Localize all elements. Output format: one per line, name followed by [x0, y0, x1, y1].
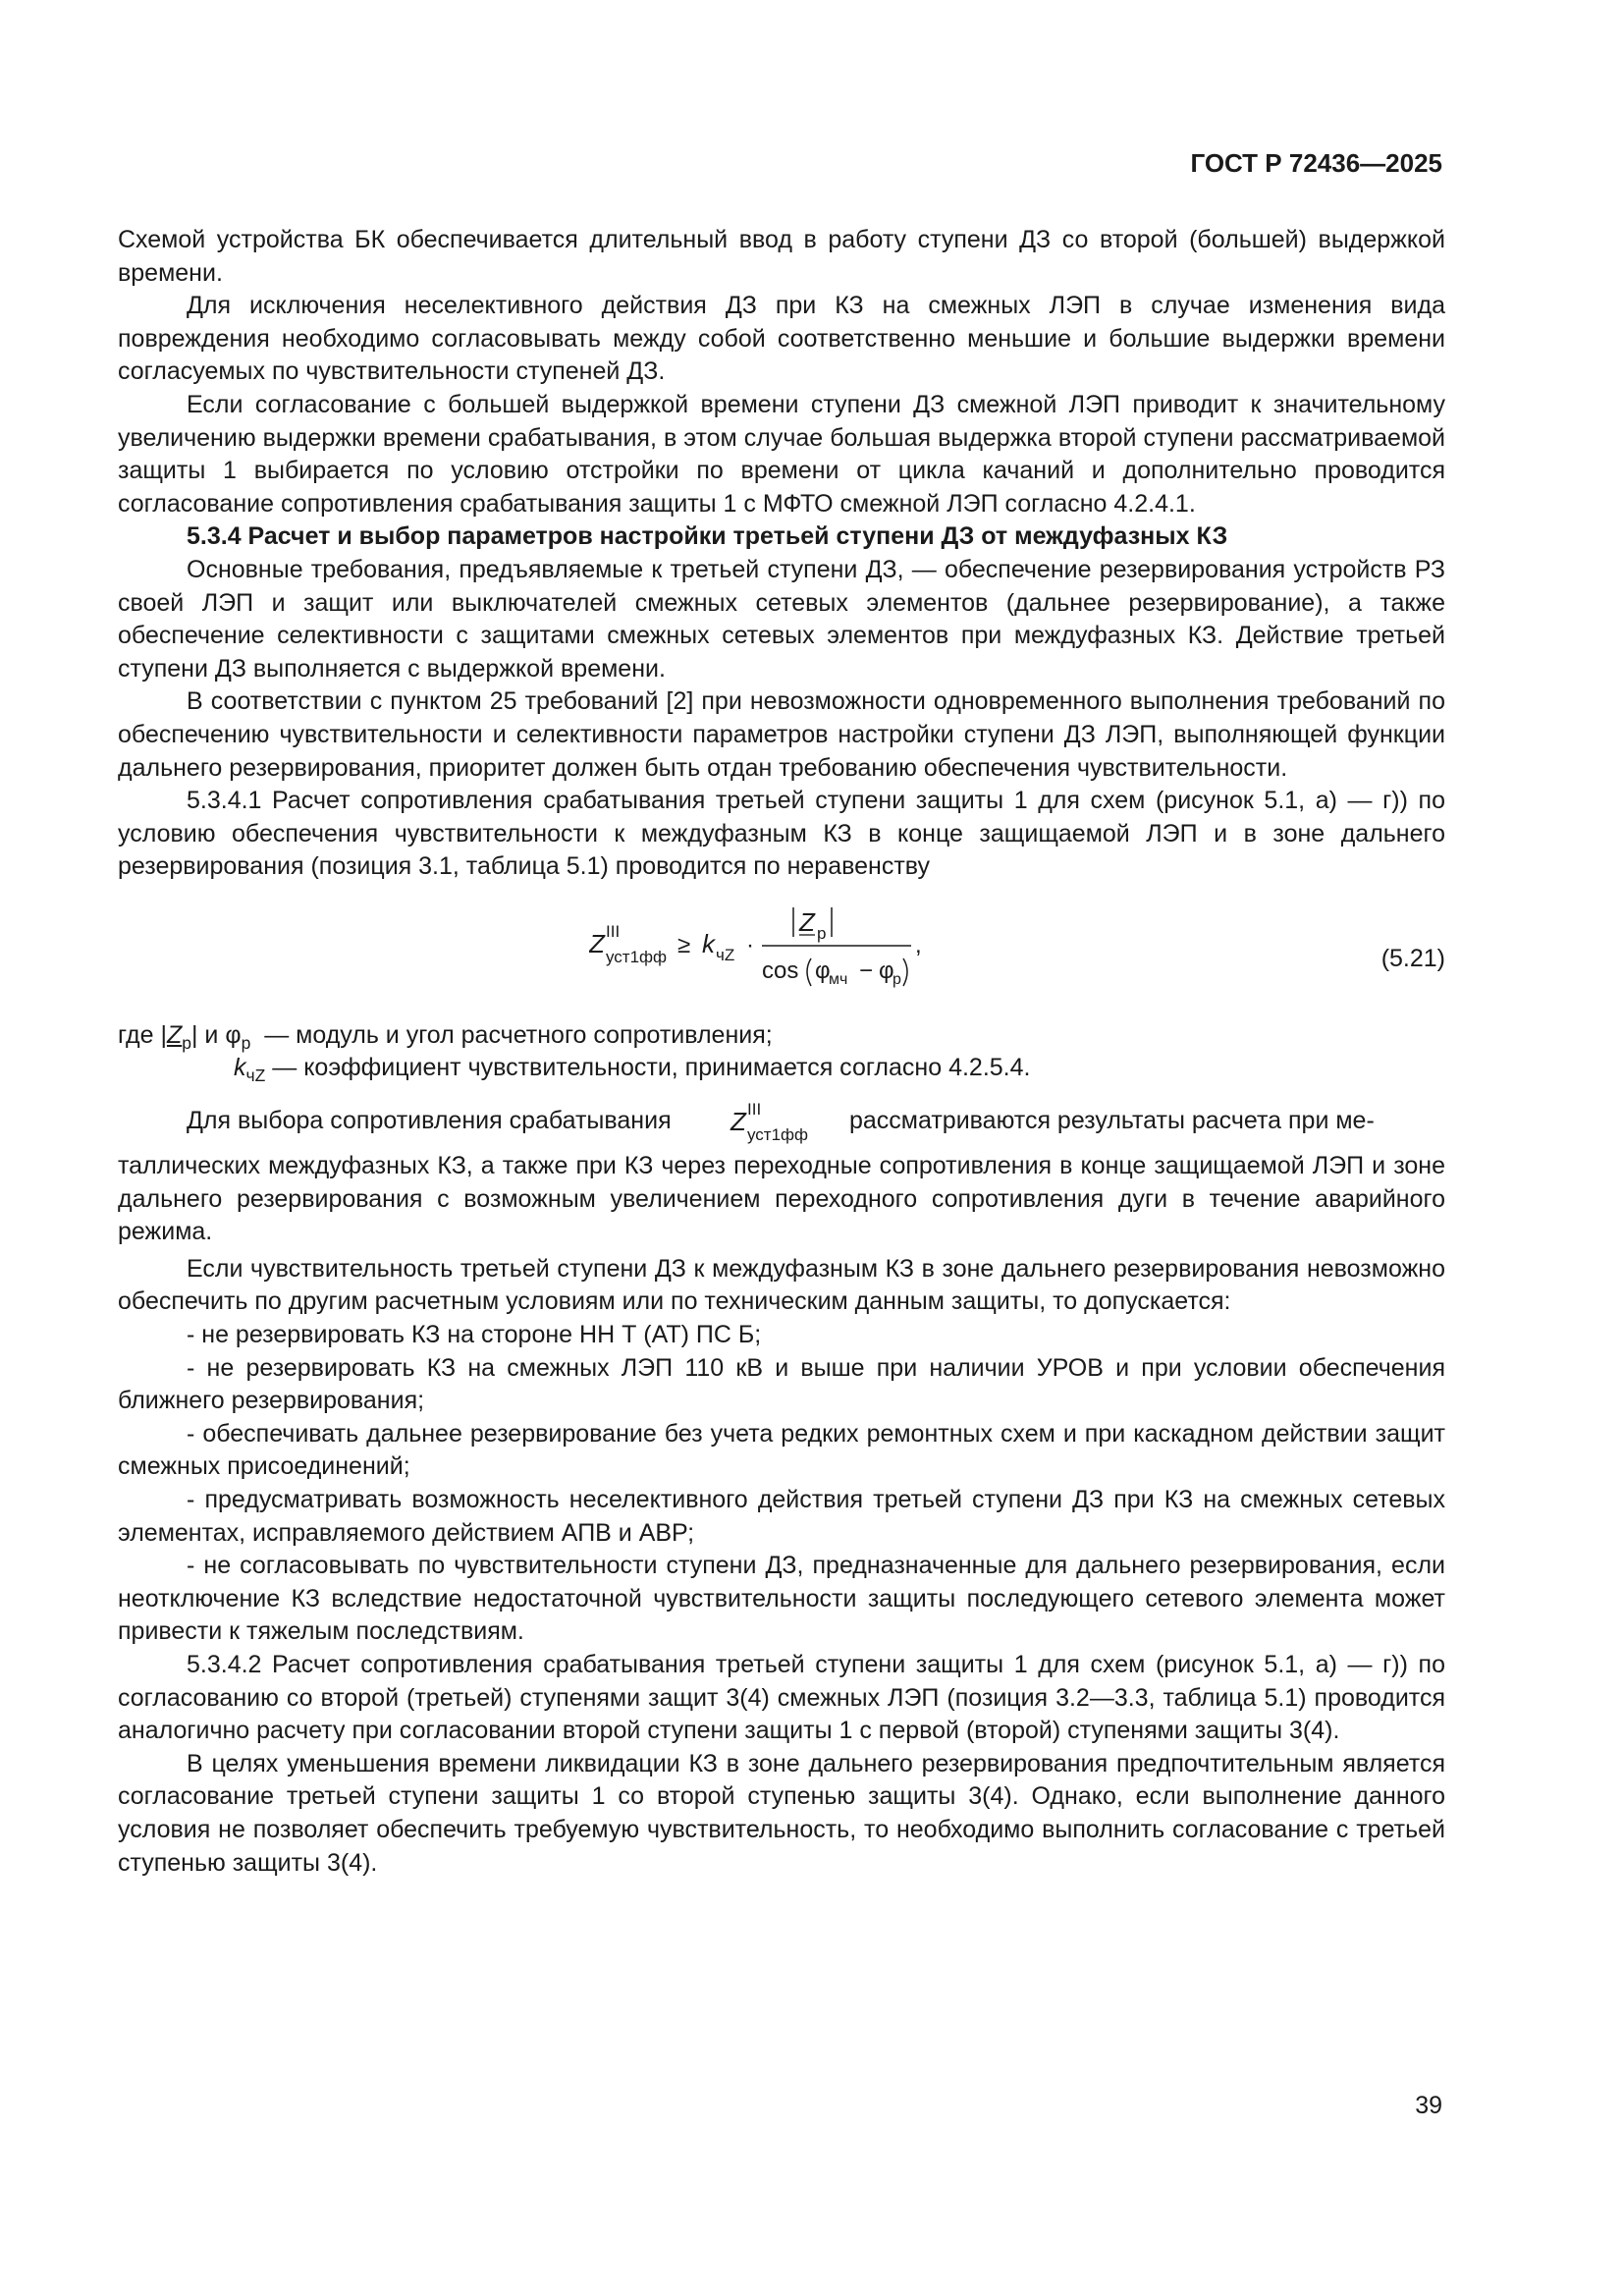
paragraph: В соответствии с пунктом 25 требований [2] при невозможности одновременного выполнения требований по обеспечению чувствительности и селективности параметров настройки ступени ДЗ ЛЭП, выполняющей функции дальнего резервирования, приоритет должен быть отдан требованию обеспечения чувствительности.	[118, 687, 1445, 782]
formula-lhs-sup: III	[606, 921, 621, 941]
formula-5-21	[589, 892, 1001, 1017]
body-text	[118, 224, 1445, 1880]
where-and: и	[204, 1020, 219, 1049]
paragraph: Схемой устройства БК обеспечивается длительный ввод в работу ступени ДЗ со второй (большей) выдержкой времени.	[118, 226, 1445, 287]
formula-den-phi2-sub: р	[893, 970, 901, 988]
where-phi-symbol: φ	[225, 1020, 242, 1049]
page-number: 39	[1415, 2092, 1442, 2119]
where-k-symbol: k	[234, 1054, 246, 1082]
formula-dot: ·	[746, 931, 754, 958]
list-item: - не согласовывать по чувствительности ступени ДЗ, предназначенные для дальнего резервирования, если неотключение КЗ вследствие недостаточной чувствительности защиты последующего сетевого элемента может привести к тяжелым последствиям.	[118, 1552, 1445, 1646]
paragraph: В целях уменьшения времени ликвидации КЗ в зоне дальнего резервирования предпочтительным является согласование третьей ступени защиты 1 со второй ступенью защиты 3(4). Однако, если выполнение данного условия не позволяет обеспечить требуемую чувствительность, то необходимо выполнить согласование с третьей ступенью защиты 3(4).	[118, 1749, 1445, 1877]
paren-right	[903, 958, 907, 986]
list-item: - не резервировать КЗ на стороне НН Т (АТ) ПС Б;	[187, 1321, 762, 1349]
paragraph: 5.3.4.1 Расчет сопротивления срабатывания третьей ступени защиты 1 для схем (рисунок 5.1, а) — г)) по условию обеспечения чувствительности к междуфазным КЗ в конце защищаемой ЛЭП и в зоне дальнего резервирования (позиция 3.1, таблица 5.1) проводится по неравенству	[118, 787, 1445, 881]
inline-z-symbol: Z	[730, 1107, 746, 1137]
paragraph: Основные требования, предъявляемые к третьей ступени ДЗ, — обеспечение резервирования устройств РЗ своей ЛЭП и защит или выключателей смежных сетевых элементов (дальнее резервирование), а также обеспечение селективности с защитами смежных сетевых элементов при междуфазных КЗ. Действие третьей ступени ДЗ выполняется с выдержкой времени.	[118, 555, 1445, 683]
where-z-symbol: Z	[166, 1020, 183, 1049]
inline-z-sub: уст1фф	[747, 1125, 809, 1145]
paragraph-start: Для выбора сопротивления срабатывания	[187, 1107, 672, 1135]
inline-formula-z	[727, 1093, 844, 1150]
formula-num-symbol: Z	[799, 906, 815, 937]
formula-den-phi1: φ	[815, 957, 831, 984]
paragraph: 5.3.4.2 Расчет сопротивления срабатывания третьей ступени защиты 1 для схем (рисунок 5.1, а) — г)) по согласованию со второй (третьей) ступенями защит 3(4) смежных ЛЭП (позиция 3.2—3.3, таблица 5.1) проводится аналогично расчету при согласовании второй ступени защиты 1 с первой (второй) ступенями защиты 3(4).	[118, 1650, 1445, 1745]
document-code: ГОСТ Р 72436—2025	[1190, 148, 1442, 178]
paragraph: Если чувствительность третьей ступени ДЗ к междуфазным КЗ в зоне дальнего резервирования невозможно обеспечить по другим расчетным условиям или по техническим данным защиты, то допускается:	[118, 1254, 1445, 1316]
paren-left	[807, 958, 811, 986]
paragraph: таллических междуфазных КЗ, а также при КЗ через переходные сопротивления в конце защищаемой ЛЭП и зоне дальнего резервирования с возможным увеличением переходного сопротивления дуги в течение аварийного режима.	[118, 1152, 1445, 1246]
where-k-sub: чZ	[245, 1066, 266, 1086]
list-item: - не резервировать КЗ на смежных ЛЭП 110 кВ и выше при наличии УРОВ и при условии обеспечения ближнего резервирования;	[118, 1353, 1445, 1415]
section-heading: 5.3.4 Расчет и выбор параметров настройки третьей ступени ДЗ от междуфазных КЗ	[187, 522, 1228, 551]
formula-den-phi1-sub: мч	[829, 970, 848, 988]
paragraph: Для исключения неселективного действия ДЗ при КЗ на смежных ЛЭП в случае изменения вида повреждения необходимо согласовывать между собой соответственно меньшие и большие выдержки времени согласуемых по чувствительности ступеней ДЗ.	[118, 292, 1445, 386]
formula-relation: ≥	[677, 931, 691, 958]
formula-number: (5.21)	[1380, 944, 1445, 972]
list-item: - обеспечивать дальнее резервирование без учета редких ремонтных схем и при каскадном действии защит смежных присоединений;	[118, 1419, 1445, 1481]
list-item: - предусматривать возможность неселективного действия третьей ступени ДЗ при КЗ на смежных сетевых элементах, исправляемого действием АПВ и АВР;	[118, 1486, 1445, 1547]
where-line-2	[118, 1052, 1445, 1085]
formula-coef-sub: чZ	[716, 945, 735, 964]
formula-den-func: cos	[762, 957, 799, 984]
where-z-sub: р	[182, 1032, 191, 1053]
where-phi-sub: р	[241, 1032, 251, 1053]
formula-trailing: ,	[915, 931, 922, 958]
formula-coef-symbol: k	[702, 928, 715, 958]
formula-block	[118, 892, 1445, 1017]
formula-den-minus: −	[859, 957, 874, 984]
formula-lhs-symbol: Z	[589, 928, 605, 958]
formula-lhs-sub: уст1фф	[606, 947, 668, 966]
inline-formula-row	[118, 1093, 1445, 1150]
where-2-text: — коэффициент чувствительности, принимается согласно 4.2.5.4.	[272, 1054, 1031, 1082]
paragraph-mid: рассматриваются результаты расчета при ме-	[849, 1107, 1375, 1135]
inline-z-sup: III	[747, 1100, 762, 1120]
formula-den-phi2: φ	[879, 957, 894, 984]
where-prefix: где	[118, 1020, 154, 1049]
paragraph: Если согласование с большей выдержкой времени ступени ДЗ смежной ЛЭП приводит к значительному увеличению выдержки времени срабатывания, в этом случае большая выдержка второй ступени рассматриваемой защиты 1 выбирается по условию отстройки по времени от цикла качаний и дополнительно проводится согласование сопротивления срабатывания защиты 1 с МФТО смежной ЛЭП согласно 4.2.4.1.	[118, 390, 1445, 518]
where-1-text: — модуль и угол расчетного сопротивления;	[264, 1020, 773, 1049]
where-line-1: где $|Z_р|$ и $\varphi_р$ — модуль и угол расчетного сопротивления;	[118, 1020, 773, 1053]
formula-num-sub: р	[817, 923, 827, 943]
